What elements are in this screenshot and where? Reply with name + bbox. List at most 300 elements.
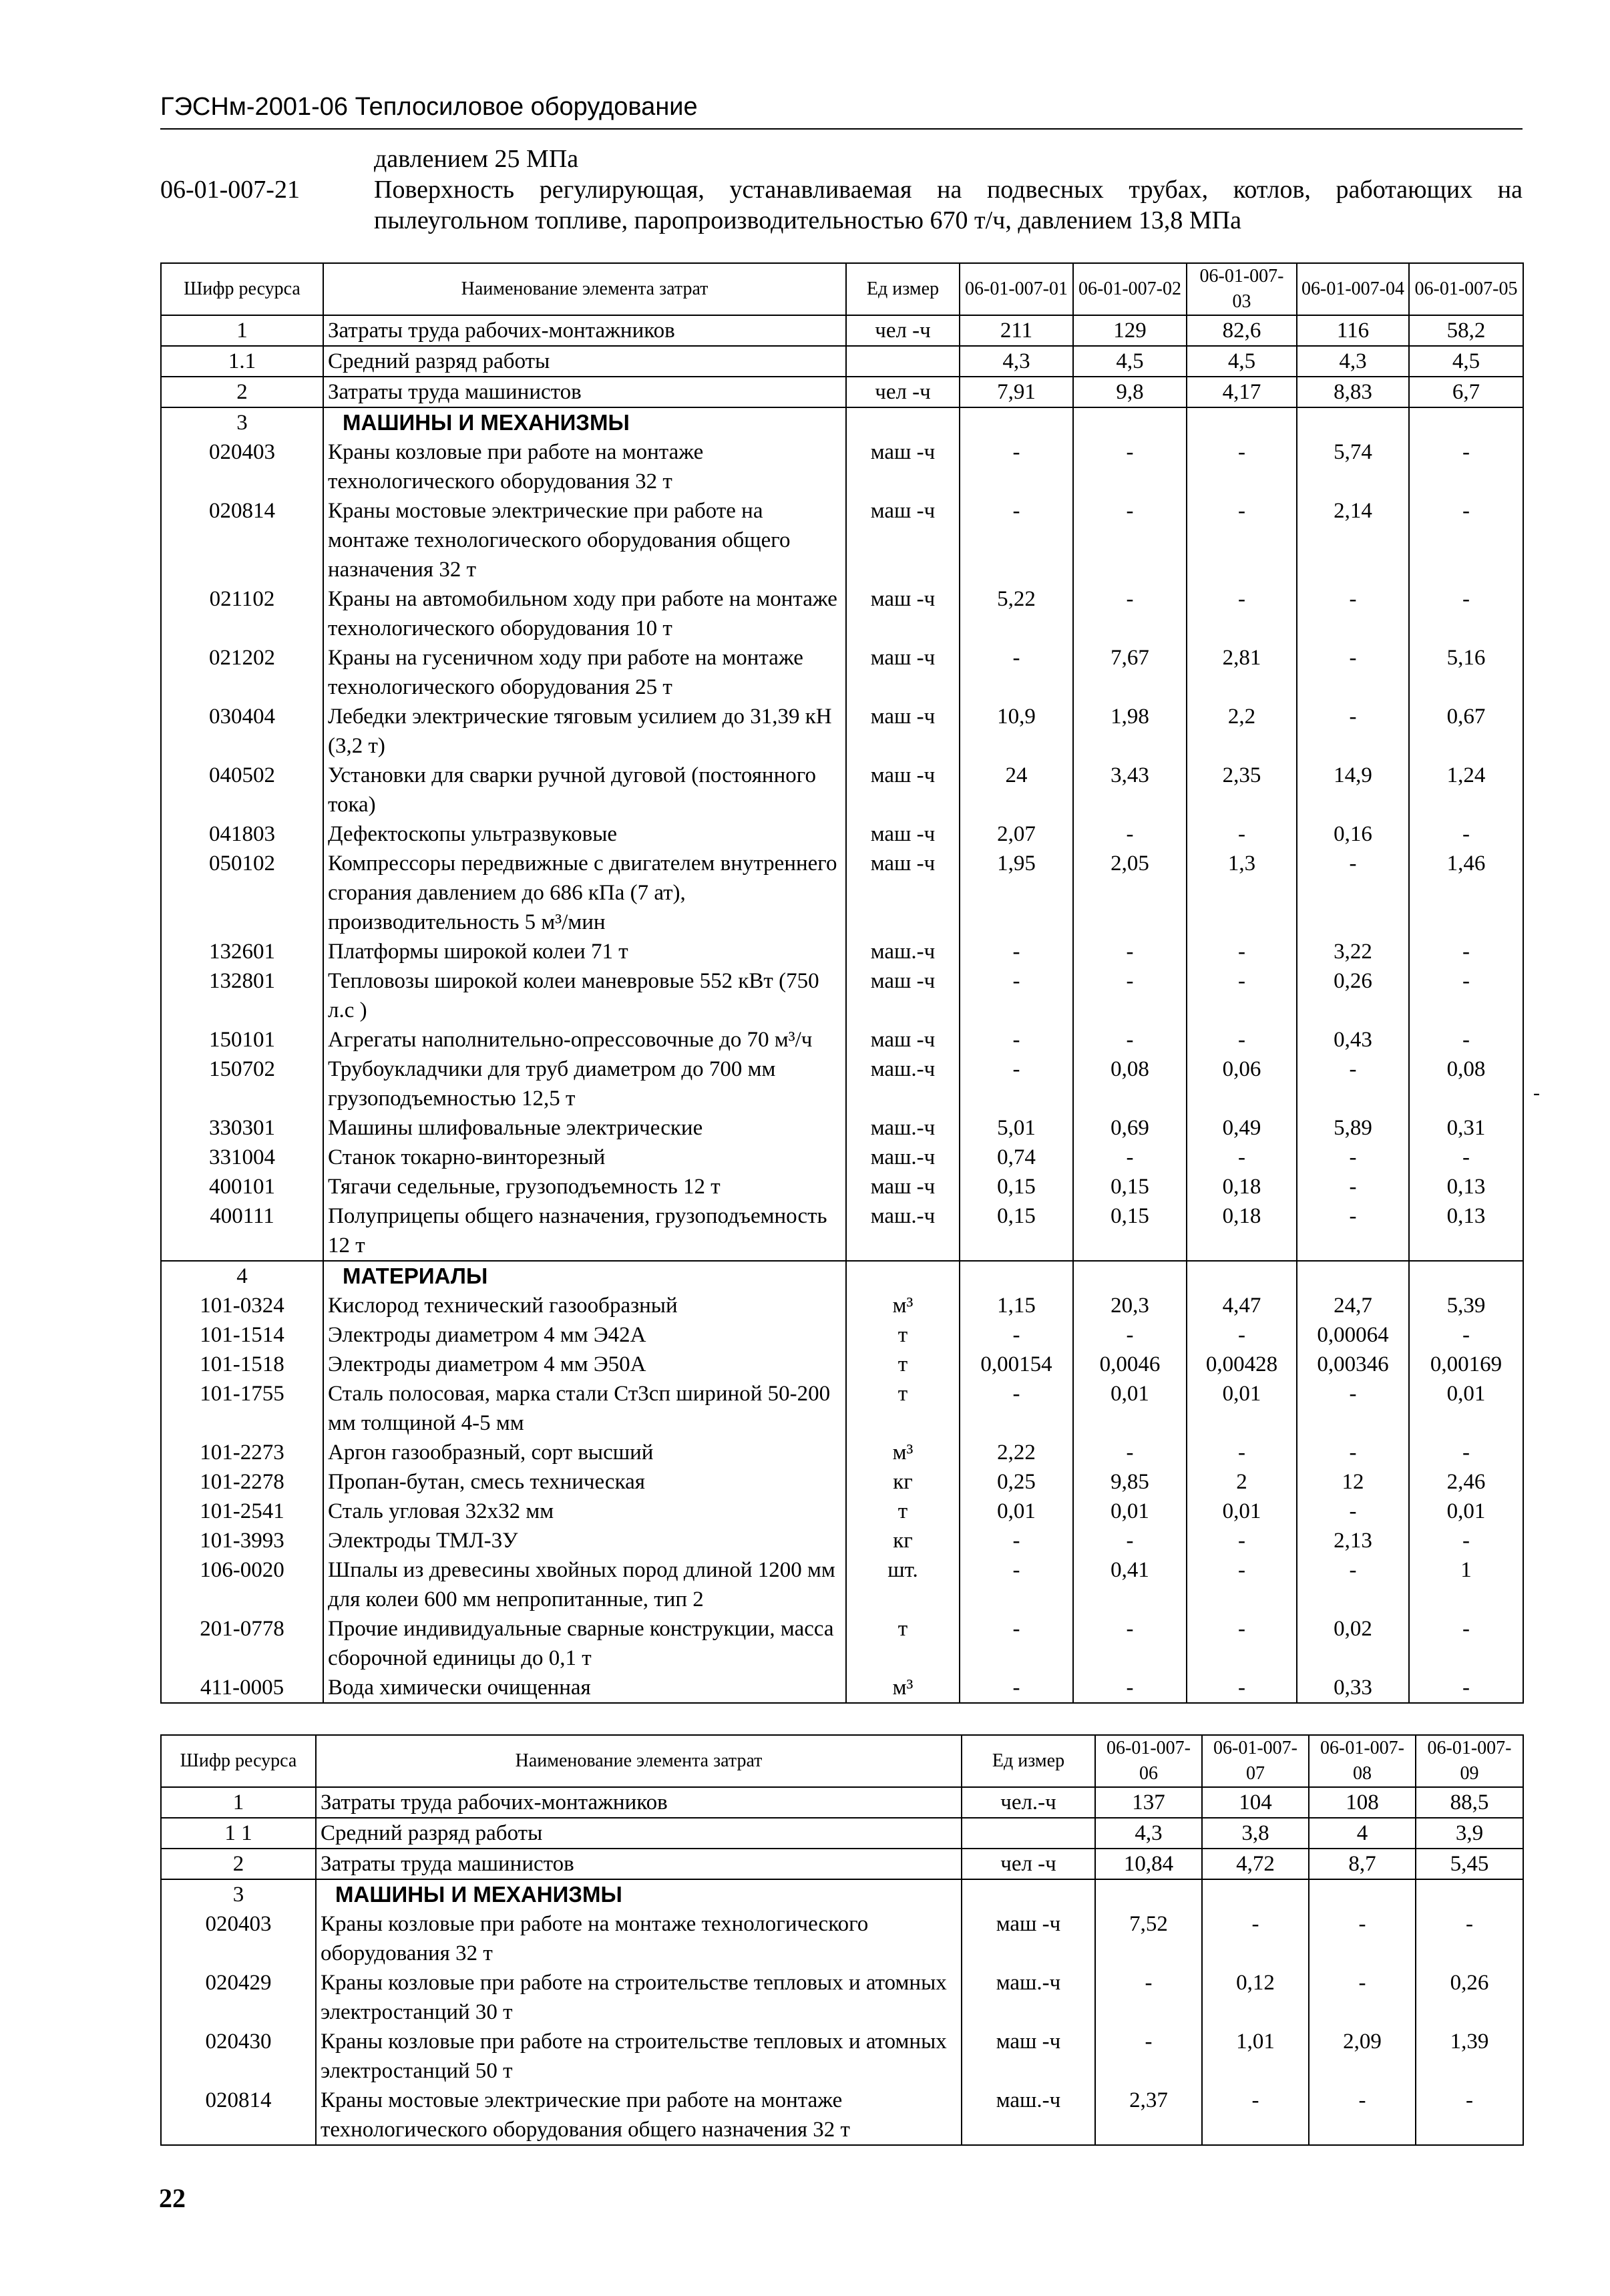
value-cell: 8,83 (1297, 377, 1409, 407)
value-cell: 2,37 (1095, 2086, 1202, 2145)
value-cell: - (1297, 584, 1409, 643)
value-cell: - (1297, 702, 1409, 761)
resource-code: 150702 (161, 1055, 323, 1113)
value-cell: 3,22 (1297, 937, 1409, 966)
value-cell: 108 (1309, 1787, 1416, 1818)
value-cell (960, 1261, 1073, 1291)
value-cell: - (1187, 1025, 1297, 1055)
value-cell: 4,17 (1187, 377, 1297, 407)
value-cell (1095, 1879, 1202, 1909)
value-cell: 0,06 (1187, 1055, 1297, 1113)
unit-cell: кг (846, 1467, 960, 1497)
continuation-text: давлением 25 МПа (374, 145, 579, 173)
section-row (161, 1261, 1523, 1291)
value-cell (1187, 1261, 1297, 1291)
resource-code: 101-1518 (161, 1350, 323, 1379)
value-cell: - (960, 1025, 1073, 1055)
unit-cell: м³ (846, 1673, 960, 1703)
column-header: 06-01-007-06 (1095, 1735, 1202, 1787)
value-cell: - (1297, 1201, 1409, 1261)
resource-name: Тепловозы широкой колеи маневровые 552 кВт (750 л.с ) (323, 966, 846, 1025)
value-cell: 1,15 (960, 1291, 1073, 1320)
table-row (161, 2086, 1523, 2145)
table-row (161, 702, 1523, 761)
value-cell: 0,01 (1073, 1497, 1187, 1526)
value-cell: - (1187, 437, 1297, 496)
page-number: 22 (159, 2183, 186, 2213)
section-row (161, 1879, 1523, 1909)
resource-code: 020429 (161, 1968, 316, 2027)
table-row (161, 1614, 1523, 1673)
value-cell: 7,67 (1073, 643, 1187, 702)
value-cell (1409, 407, 1523, 437)
page-header (160, 85, 1523, 130)
table-row (161, 1909, 1523, 1968)
resource-name: Краны козловые при работе на строительстве тепловых и атомных электростанций 50 т (316, 2027, 962, 2086)
value-cell: 0,01 (1073, 1379, 1187, 1438)
resource-name: Дефектоскопы ультразвуковые (323, 819, 846, 849)
resource-name: Станок токарно-винторезный (323, 1143, 846, 1172)
unit-cell: т (846, 1497, 960, 1526)
value-cell: 4,72 (1202, 1849, 1309, 1879)
value-cell: - (1409, 819, 1523, 849)
unit-cell: маш.-ч (846, 1201, 960, 1261)
resource-name: Электроды диаметром 4 мм Э42А (323, 1320, 846, 1350)
unit-cell: маш -ч (846, 584, 960, 643)
value-cell: 0,15 (1073, 1201, 1187, 1261)
resource-name: Краны козловые при работе на монтаже технологического оборудования 32 т (323, 437, 846, 496)
resource-name: Трубоукладчики для труб диаметром до 700 мм грузоподъемностью 12,5 т (323, 1055, 846, 1113)
table-row (161, 315, 1523, 346)
table-row (161, 1143, 1523, 1172)
value-cell: 10,9 (960, 702, 1073, 761)
unit-cell: маш -ч (962, 1909, 1095, 1968)
table-row (161, 1555, 1523, 1614)
value-cell: 1,24 (1409, 761, 1523, 819)
resource-code: 041803 (161, 819, 323, 849)
table-row (161, 584, 1523, 643)
value-cell: - (1187, 937, 1297, 966)
value-cell: - (1073, 1673, 1187, 1703)
resource-name: Средний разряд работы (316, 1818, 962, 1849)
value-cell: - (960, 1673, 1073, 1703)
resource-code: 021202 (161, 643, 323, 702)
table-row (161, 1025, 1523, 1055)
unit-cell: маш.-ч (846, 1055, 960, 1113)
value-cell: - (960, 437, 1073, 496)
table-row (161, 1818, 1523, 1849)
value-cell: - (1409, 966, 1523, 1025)
value-cell: 7,52 (1095, 1909, 1202, 1968)
value-cell: 58,2 (1409, 315, 1523, 346)
value-cell: 1,98 (1073, 702, 1187, 761)
value-cell: - (1073, 966, 1187, 1025)
value-cell: - (1187, 966, 1297, 1025)
unit-cell: т (846, 1350, 960, 1379)
value-cell: 104 (1202, 1787, 1309, 1818)
table-row (161, 1350, 1523, 1379)
column-header: 06-01-007-07 (1202, 1735, 1309, 1787)
value-cell: 7,91 (960, 377, 1073, 407)
value-cell: 0,18 (1187, 1172, 1297, 1201)
resource-code: 030404 (161, 702, 323, 761)
value-cell: 4,3 (1095, 1818, 1202, 1849)
resource-code: 132801 (161, 966, 323, 1025)
value-cell: 5,16 (1409, 643, 1523, 702)
unit-cell: маш -ч (846, 1172, 960, 1201)
value-cell: - (960, 1320, 1073, 1350)
value-cell: - (960, 1379, 1073, 1438)
unit-cell: чел.-ч (962, 1787, 1095, 1818)
unit-cell: маш -ч (846, 849, 960, 937)
resource-code: 101-2273 (161, 1438, 323, 1467)
table-row (161, 496, 1523, 584)
value-cell: - (1409, 437, 1523, 496)
resource-name: Компрессоры передвижные с двигателем внутреннего сгорания давлением до 686 кПа (7 ат), производительность 5 м³/мин (323, 849, 846, 937)
unit-cell: маш.-ч (846, 1143, 960, 1172)
unit-cell: м³ (846, 1438, 960, 1467)
value-cell: - (1409, 1614, 1523, 1673)
value-cell: 3,43 (1073, 761, 1187, 819)
value-cell: - (1202, 2086, 1309, 2145)
value-cell: 0,15 (960, 1172, 1073, 1201)
value-cell: - (1187, 1526, 1297, 1555)
value-cell: - (1187, 496, 1297, 584)
table-row (161, 966, 1523, 1025)
resource-name: Агрегаты наполнительно-опрессовочные до 70 м³/ч (323, 1025, 846, 1055)
resource-code: 331004 (161, 1143, 323, 1172)
value-cell (1202, 1879, 1309, 1909)
table-row (161, 437, 1523, 496)
value-cell: - (1297, 1143, 1409, 1172)
value-cell: 129 (1073, 315, 1187, 346)
value-cell: - (1073, 437, 1187, 496)
unit-cell: маш -ч (846, 643, 960, 702)
value-cell: 4,5 (1073, 346, 1187, 377)
value-cell: 5,89 (1297, 1113, 1409, 1143)
value-cell: - (1409, 584, 1523, 643)
table-row (161, 643, 1523, 702)
unit-cell: маш.-ч (962, 1968, 1095, 2027)
value-cell: - (960, 643, 1073, 702)
value-cell: - (1187, 584, 1297, 643)
column-header: Шифр ресурса (161, 1735, 316, 1787)
value-cell: 12 (1297, 1467, 1409, 1497)
resource-name: Прочие индивидуальные сварные конструкции, масса сборочной единицы до 0,1 т (323, 1614, 846, 1673)
value-cell: - (1073, 1025, 1187, 1055)
value-cell: 0,15 (1073, 1172, 1187, 1201)
value-cell: 1,3 (1187, 849, 1297, 937)
value-cell: 6,7 (1409, 377, 1523, 407)
value-cell: - (1297, 1497, 1409, 1526)
resource-name: Тягачи седельные, грузоподъемность 12 т (323, 1172, 846, 1201)
table-row (161, 761, 1523, 819)
section-row (161, 407, 1523, 437)
value-cell: 5,01 (960, 1113, 1073, 1143)
entry-code: 06-01-007-21 (160, 176, 300, 204)
value-cell: - (960, 1555, 1073, 1614)
value-cell: 1,39 (1416, 2027, 1523, 2086)
value-cell: 2,35 (1187, 761, 1297, 819)
resource-name: Краны мостовые электрические при работе на монтаже технологического оборудования общего назначения 32 т (323, 496, 846, 584)
resource-name: Электроды ТМЛ-3У (323, 1526, 846, 1555)
resource-name: Аргон газообразный, сорт высший (323, 1438, 846, 1467)
table-row (161, 1673, 1523, 1703)
value-cell: 0,16 (1297, 819, 1409, 849)
value-cell: 2,05 (1073, 849, 1187, 937)
value-cell: 0,41 (1073, 1555, 1187, 1614)
page-title: ГЭСНм-2001-06 Теплосиловое оборудование (160, 93, 698, 121)
unit-cell: маш -ч (846, 819, 960, 849)
value-cell: 116 (1297, 315, 1409, 346)
unit-cell: чел -ч (962, 1849, 1095, 1879)
unit-cell: маш -ч (846, 437, 960, 496)
value-cell: 4,47 (1187, 1291, 1297, 1320)
resource-code: 101-3993 (161, 1526, 323, 1555)
resource-name: Затраты труда рабочих-монтажников (316, 1787, 962, 1818)
value-cell: - (1409, 1320, 1523, 1350)
resource-table-1 (160, 262, 1524, 1704)
value-cell: 0,67 (1409, 702, 1523, 761)
value-cell: - (1409, 496, 1523, 584)
value-cell: 2,13 (1297, 1526, 1409, 1555)
section-title: МАШИНЫ И МЕХАНИЗМЫ (316, 1879, 962, 1909)
unit-cell: т (846, 1320, 960, 1350)
value-cell: 24 (960, 761, 1073, 819)
value-cell: - (1073, 584, 1187, 643)
table-row (161, 1968, 1523, 2027)
value-cell: 0,15 (960, 1201, 1073, 1261)
resource-name: Электроды диаметром 4 мм Э50А (323, 1350, 846, 1379)
table-row (161, 1849, 1523, 1879)
value-cell: - (1409, 1438, 1523, 1467)
resource-code: 101-1755 (161, 1379, 323, 1438)
value-cell: 0,02 (1297, 1614, 1409, 1673)
resource-code: 2 (161, 1849, 316, 1879)
column-header: 06-01-007-02 (1073, 263, 1187, 315)
resource-code: 101-0324 (161, 1291, 323, 1320)
unit-cell (846, 1261, 960, 1291)
column-header: Ед измер (962, 1735, 1095, 1787)
value-cell: 137 (1095, 1787, 1202, 1818)
value-cell: 10,84 (1095, 1849, 1202, 1879)
value-cell: - (1297, 643, 1409, 702)
resource-name: Машины шлифовальные электрические (323, 1113, 846, 1143)
table-row (161, 1291, 1523, 1320)
unit-cell: чел -ч (846, 315, 960, 346)
value-cell: - (1409, 1143, 1523, 1172)
table-row (161, 1497, 1523, 1526)
resource-name: Затраты труда рабочих-монтажников (323, 315, 846, 346)
value-cell: 0,26 (1297, 966, 1409, 1025)
value-cell: 0,00169 (1409, 1350, 1523, 1379)
resource-code: 020814 (161, 2086, 316, 2145)
resource-code: 330301 (161, 1113, 323, 1143)
resource-name: Пропан-бутан, смесь техническая (323, 1467, 846, 1497)
resource-code: 101-2278 (161, 1467, 323, 1497)
resource-code: 101-2541 (161, 1497, 323, 1526)
unit-cell: маш -ч (846, 496, 960, 584)
value-cell: 0,00154 (960, 1350, 1073, 1379)
value-cell: 2,81 (1187, 643, 1297, 702)
resource-name: Средний разряд работы (323, 346, 846, 377)
value-cell: - (1073, 819, 1187, 849)
table-row (161, 377, 1523, 407)
table-row (161, 1526, 1523, 1555)
value-cell: - (1073, 496, 1187, 584)
resource-code: 400111 (161, 1201, 323, 1261)
value-cell: - (1409, 937, 1523, 966)
intro-block (160, 144, 1523, 236)
resource-name: Сталь полосовая, марка стали Ст3сп шириной 50-200 мм толщиной 4-5 мм (323, 1379, 846, 1438)
resource-code: 411-0005 (161, 1673, 323, 1703)
value-cell: 0,74 (960, 1143, 1073, 1172)
column-header: 06-01-007-05 (1409, 263, 1523, 315)
resource-code: 020814 (161, 496, 323, 584)
value-cell: 0,00064 (1297, 1320, 1409, 1350)
resource-name: Краны козловые при работе на строительстве тепловых и атомных электростанций 30 т (316, 1968, 962, 2027)
value-cell: 0,31 (1409, 1113, 1523, 1143)
value-cell: 0,08 (1409, 1055, 1523, 1113)
unit-cell (846, 407, 960, 437)
column-header: 06-01-007-03 (1187, 263, 1297, 315)
value-cell: - (1409, 1025, 1523, 1055)
value-cell: - (1297, 1055, 1409, 1113)
unit-cell: маш -ч (846, 966, 960, 1025)
value-cell: 0,01 (1409, 1379, 1523, 1438)
value-cell: 3,9 (1416, 1818, 1523, 1849)
unit-cell: маш -ч (846, 702, 960, 761)
value-cell (960, 407, 1073, 437)
value-cell: 0,0046 (1073, 1350, 1187, 1379)
value-cell: 5,22 (960, 584, 1073, 643)
value-cell: 5,39 (1409, 1291, 1523, 1320)
value-cell: 0,01 (1187, 1379, 1297, 1438)
value-cell: 0,26 (1416, 1968, 1523, 2027)
resource-name: Платформы широкой колеи 71 т (323, 937, 846, 966)
table-row (161, 1172, 1523, 1201)
value-cell: 9,85 (1073, 1467, 1187, 1497)
resource-code: 1 (161, 1787, 316, 1818)
value-cell: 1,01 (1202, 2027, 1309, 2086)
value-cell: - (1309, 1968, 1416, 2027)
value-cell: - (1073, 1438, 1187, 1467)
value-cell: - (1095, 2027, 1202, 2086)
unit-cell (962, 1818, 1095, 1849)
resource-name: Шпалы из древесины хвойных пород длиной 1200 мм для колеи 600 мм непропитанные, тип 2 (323, 1555, 846, 1614)
resource-name: Установки для сварки ручной дуговой (постоянного тока) (323, 761, 846, 819)
value-cell: - (1416, 1909, 1523, 1968)
column-header: Ед измер (846, 263, 960, 315)
value-cell: - (1297, 849, 1409, 937)
value-cell: - (1187, 819, 1297, 849)
value-cell: - (1297, 1438, 1409, 1467)
unit-cell: маш.-ч (846, 1113, 960, 1143)
value-cell: 0,13 (1409, 1201, 1523, 1261)
column-header: 06-01-007-01 (960, 263, 1073, 315)
value-cell: 1,46 (1409, 849, 1523, 937)
value-cell (1409, 1261, 1523, 1291)
column-header: 06-01-007-04 (1297, 263, 1409, 315)
table-row (161, 849, 1523, 937)
value-cell: 0,25 (960, 1467, 1073, 1497)
section-title: МАШИНЫ И МЕХАНИЗМЫ (323, 407, 846, 437)
table-row (161, 1320, 1523, 1350)
value-cell (1297, 1261, 1409, 1291)
column-header: 06-01-007-08 (1309, 1735, 1416, 1787)
table-row (161, 1055, 1523, 1113)
resource-name: Лебедки электрические тяговым усилием до 31,39 кН (3,2 т) (323, 702, 846, 761)
table-row (161, 346, 1523, 377)
value-cell: - (1297, 1379, 1409, 1438)
value-cell: 5,45 (1416, 1849, 1523, 1879)
resource-code: 132601 (161, 937, 323, 966)
value-cell: - (1187, 1614, 1297, 1673)
table-row (161, 1787, 1523, 1818)
value-cell: 2,14 (1297, 496, 1409, 584)
unit-cell: т (846, 1614, 960, 1673)
resource-code: 400101 (161, 1172, 323, 1201)
value-cell (1297, 407, 1409, 437)
value-cell: 3,8 (1202, 1818, 1309, 1849)
resource-code: 3 (161, 407, 323, 437)
value-cell: - (1187, 1143, 1297, 1172)
value-cell: 0,13 (1409, 1172, 1523, 1201)
resource-name: Полуприцепы общего назначения, грузоподъемность 12 т (323, 1201, 846, 1261)
resource-name: Сталь угловая 32х32 мм (323, 1497, 846, 1526)
value-cell: - (1073, 1320, 1187, 1350)
value-cell: 8,7 (1309, 1849, 1416, 1879)
value-cell: 0,69 (1073, 1113, 1187, 1143)
resource-code: 020403 (161, 437, 323, 496)
value-cell: 82,6 (1187, 315, 1297, 346)
value-cell: - (960, 937, 1073, 966)
resource-code: 1.1 (161, 346, 323, 377)
section-title: МАТЕРИАЛЫ (323, 1261, 846, 1291)
value-cell: - (960, 1055, 1073, 1113)
value-cell: - (1187, 1438, 1297, 1467)
value-cell: 211 (960, 315, 1073, 346)
unit-cell (962, 1879, 1095, 1909)
resource-name: Краны на гусеничном ходу при работе на монтаже технологического оборудования 25 т (323, 643, 846, 702)
column-header: 06-01-007-09 (1416, 1735, 1523, 1787)
value-cell: - (1073, 937, 1187, 966)
value-cell: 4,5 (1187, 346, 1297, 377)
value-cell: - (1202, 1909, 1309, 1968)
value-cell: 0,33 (1297, 1673, 1409, 1703)
value-cell: - (1297, 1172, 1409, 1201)
value-cell: - (1073, 1614, 1187, 1673)
resource-name: Вода химически очищенная (323, 1673, 846, 1703)
value-cell: 1,95 (960, 849, 1073, 937)
value-cell: 2,46 (1409, 1467, 1523, 1497)
table-row (161, 1438, 1523, 1467)
resource-code: 201-0778 (161, 1614, 323, 1673)
table-row (161, 2027, 1523, 2086)
resource-code: 1 (161, 315, 323, 346)
value-cell: 2,22 (960, 1438, 1073, 1467)
value-cell: 2 (1187, 1467, 1297, 1497)
table-row (161, 1379, 1523, 1438)
resource-code: 020430 (161, 2027, 316, 2086)
value-cell: 4,3 (960, 346, 1073, 377)
resource-code: 3 (161, 1879, 316, 1909)
resource-code: 101-1514 (161, 1320, 323, 1350)
value-cell: 2,07 (960, 819, 1073, 849)
entry-text: Поверхность регулирующая, устанавливаемая на подвесных трубах, котлов, работающих на пылеугольном топливе, паропроизводительностью 670 т/ч, давлением 13,8 МПа (374, 176, 1523, 234)
value-cell: - (1187, 1673, 1297, 1703)
resource-name: Краны козловые при работе на монтаже технологического оборудования 32 т (316, 1909, 962, 1968)
